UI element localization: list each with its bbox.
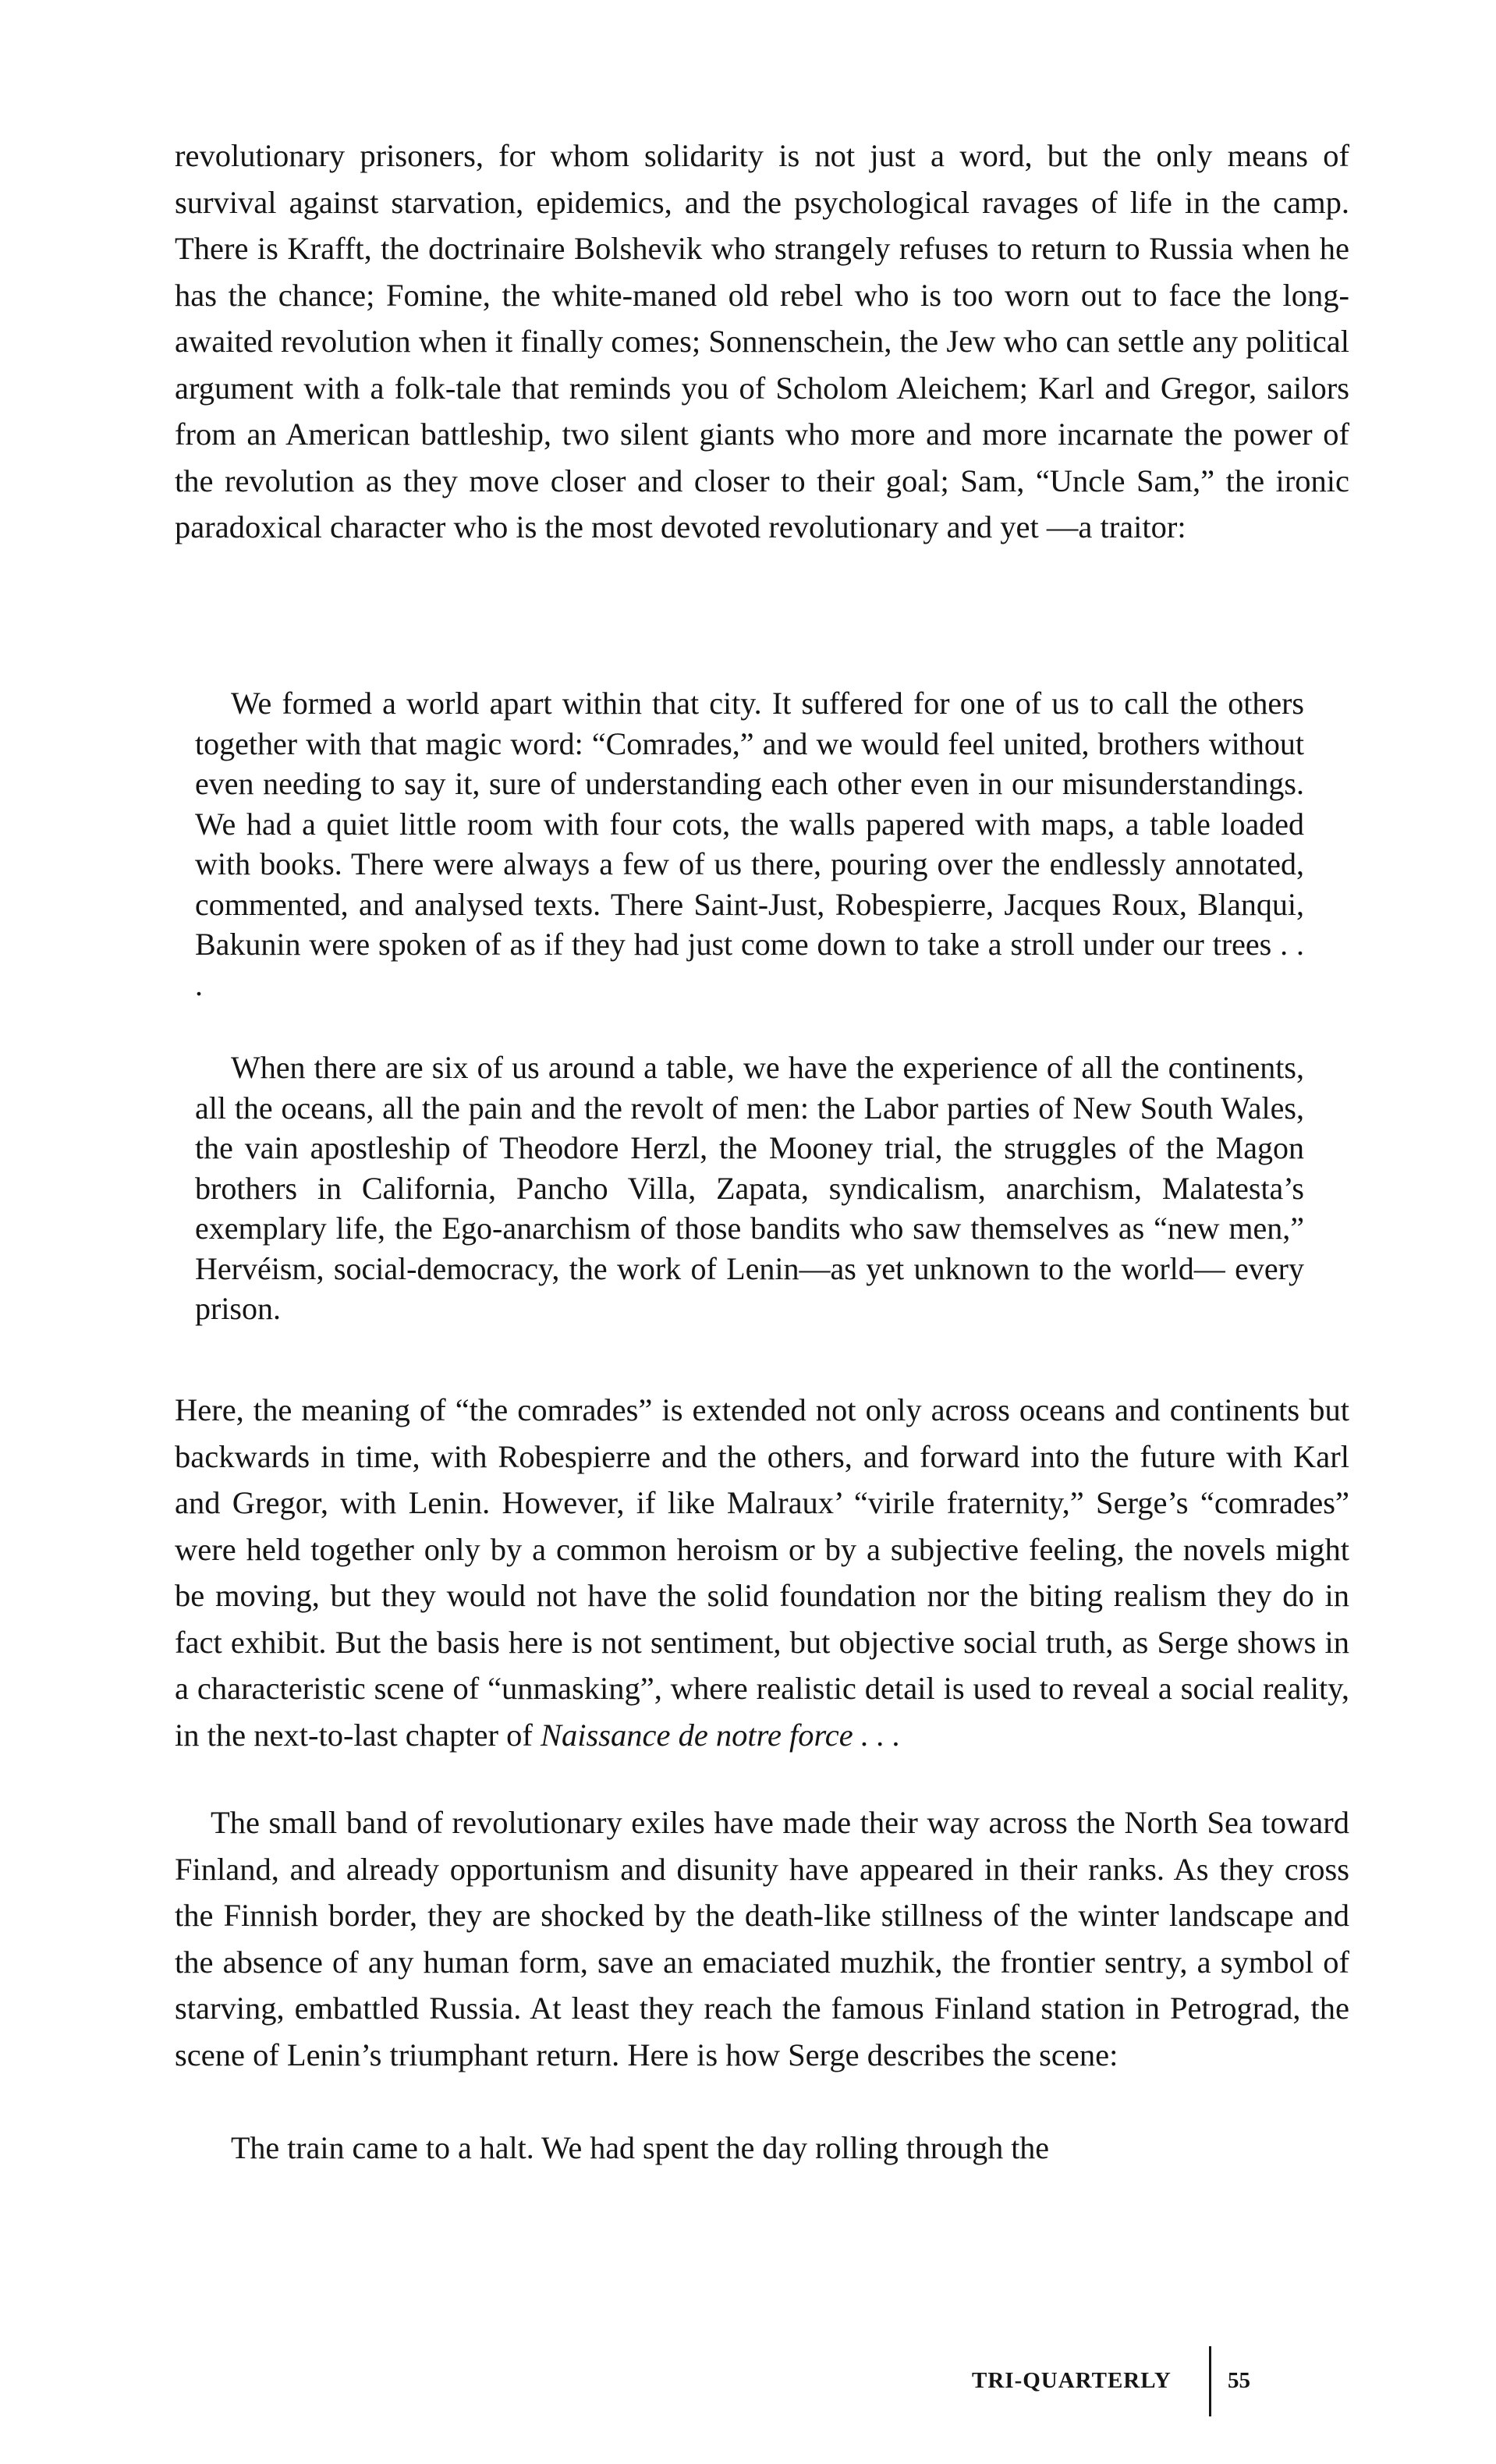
comrades-text: Here, the meaning of “the comrades” is extended not only across oceans and continents but backwards in time, with Robespierre and the others, and forward into the future with Karl and Gregor, with Lenin. However, if like Malraux’ “virile fraternity,” Serge’s “comrades” were held together only by a common heroism or by a subjective feeling, the novels might be moving, but they would not have the solid foundation nor the biting realism they do in fact exhibit. But the basis here is not sentiment, but objective social truth, as Serge shows in a characteristic scene of “unmasking”, where realistic detail is used to reveal a social reality, in the next-to-last chapter of <box>175 1392 1349 1753</box>
block-quote-six-of-us: When there are six of us around a table, we have the experience of all the continents, all the oceans, all the pain and the revolt of men: the Labor parties of New South Wales, the vain apostleship of Theodore Herzl, the Mooney trial, the struggles of the Magon brothers in California, Pancho Villa, Zapata, syndicalism, anarchism, Malatesta’s exemplary life, the Ego-anarchism of those bandits who saw themselves as “new men,” Hervéism, social-democracy, the work of Lenin—as yet unknown to the world— every prison. <box>195 1050 1304 1326</box>
page-number: 55 <box>1228 2368 1250 2393</box>
block-quote-world-apart: We formed a world apart within that city. It suffered for one of us to call the others together with that magic word: “Comrades,” and we would feel united, brothers without even needing to say it, sure of understanding each other even in our misunderstandings. We had a quiet little room with four cots, the walls papered with maps, a table loaded with books. There were always a few of us there, pouring over the endlessly annotated, commented, and analysed texts. There Saint-Just, Robespierre, Jacques Roux, Blanqui, Bakunin were spoken of as if they had just come down to take a stroll under our trees . . . <box>195 686 1304 1002</box>
running-head: TRI-QUARTERLY <box>972 2368 1172 2393</box>
body-paragraph-small-band: The small band of revolutionary exiles have made their way across the North Sea toward Finland, and already opportunism and disunity have appeared in their ranks. As they cross the Finnish border, they are shocked by the death-like stillness of the winter landscape and the absence of any human form, save an emaciated muzhik, the frontier sentry, a symbol of starving, embattled Russia. At least they reach the famous Finland station in Petrograd, the scene of Lenin’s triumphant return. Here is how Serge describes the scene: <box>175 1805 1349 2072</box>
body-paragraph-comrades <box>175 1387 1349 1758</box>
block-quote-train: The train came to a halt. We had spent the day rolling through the <box>231 2130 1050 2165</box>
page-footer <box>972 2346 1299 2416</box>
footer-divider <box>1209 2346 1211 2416</box>
book-title: Naissance de notre force . . . <box>540 1717 901 1753</box>
body-paragraph-opening: revolutionary prisoners, for whom solidarity is not just a word, but the only means of survival against starvation, epidemics, and the psychological ravages of life in the camp. There is Krafft, the doctrinaire Bolshevik who strangely refuses to return to Russia when he has the chance; Fomine, the white-maned old rebel who is too worn out to face the long-awaited revolution when it finally comes; Sonnenschein, the Jew who can settle any political argument with a folk-tale that reminds you of Scholom Aleichem; Karl and Gregor, sailors from an American battleship, two silent giants who more and more incarnate the power of the revolution as they move closer and closer to their goal; Sam, “Uncle Sam,” the ironic paradoxical character who is the most devoted revolutionary and yet —a traitor: <box>175 138 1349 544</box>
